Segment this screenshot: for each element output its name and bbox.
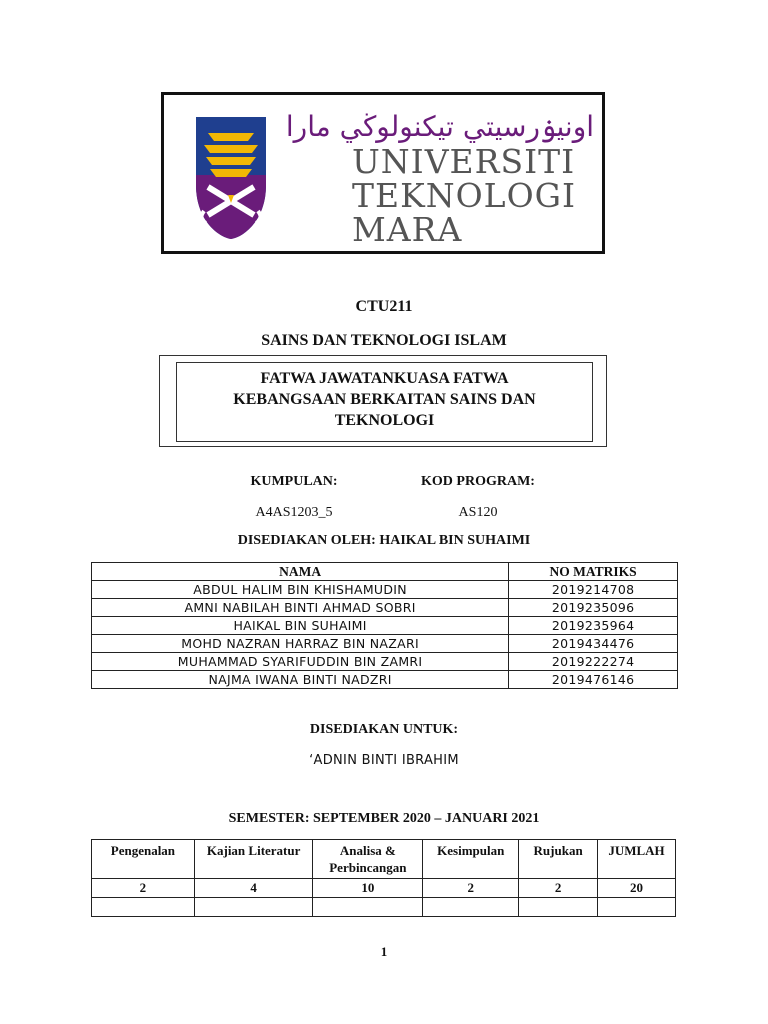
member-matric: 2019222274 [509, 653, 678, 671]
university-logo [161, 92, 605, 254]
title-line-1: FATWA JAWATANKUASA FATWA [260, 370, 509, 387]
marks-values-row [92, 879, 676, 898]
marks-table [91, 839, 676, 917]
header-no-matriks: NO MATRIKS [509, 563, 678, 581]
logo-jawi-text: اونيۏرسيتي تيكنولوڬي مارا [285, 110, 594, 143]
member-name: MUHAMMAD SYARIFUDDIN BIN ZAMRI [92, 653, 509, 671]
table-row [92, 581, 678, 599]
page-number: 1 [380, 944, 388, 959]
member-matric: 2019214708 [509, 581, 678, 599]
mark-kesimpulan: 2 [423, 879, 519, 898]
member-name: HAIKAL BIN SUHAIMI [92, 617, 509, 635]
assignment-title [176, 368, 593, 431]
prepared-by: DISEDIAKAN OLEH: HAIKAL BIN SUHAIMI [237, 533, 531, 548]
prepared-for-name: ‘ADNIN BINTI IBRAHIM [309, 753, 459, 768]
member-matric: 2019235096 [509, 599, 678, 617]
title-line-3: TEKNOLOGI [334, 412, 435, 429]
logo-line-3: MARA [352, 210, 463, 249]
member-name: AMNI NABILAH BINTI AHMAD SOBRI [92, 599, 509, 617]
course-name: SAINS DAN TEKNOLOGI ISLAM [261, 332, 507, 349]
empty-cell [423, 898, 519, 917]
title-line-2: KEBANGSAAN BERKAITAN SAINS DAN [233, 391, 536, 408]
member-matric: 2019434476 [509, 635, 678, 653]
member-name: ABDUL HALIM BIN KHISHAMUDIN [92, 581, 509, 599]
member-name: MOHD NAZRAN HARRAZ BIN NAZARI [92, 635, 509, 653]
member-name: NAJMA IWANA BINTI NADZRI [92, 671, 509, 689]
kumpulan-value: A4AS1203_5 [255, 505, 333, 520]
empty-cell [313, 898, 423, 917]
kumpulan-label: KUMPULAN: [250, 474, 338, 489]
kod-program-label: KOD PROGRAM: [421, 474, 535, 489]
mark-rujukan: 2 [519, 879, 598, 898]
course-code: CTU211 [355, 298, 413, 315]
prepared-for-label: DISEDIAKAN UNTUK: [309, 722, 459, 737]
logo-line-1: UNIVERSITI [352, 142, 576, 181]
marks-header-row [92, 840, 676, 879]
header-jumlah: JUMLAH [598, 840, 676, 879]
semester: SEMESTER: SEPTEMBER 2020 – JANUARI 2021 [228, 811, 540, 826]
mark-analisa: 10 [313, 879, 423, 898]
table-row [92, 671, 678, 689]
table-row [92, 617, 678, 635]
mark-pengenalan: 2 [92, 879, 195, 898]
marks-empty-row [92, 898, 676, 917]
header-rujukan: Rujukan [519, 840, 598, 879]
header-kesimpulan: Kesimpulan [423, 840, 519, 879]
kod-program-value: AS120 [458, 505, 498, 520]
members-table [91, 562, 678, 689]
table-row [92, 599, 678, 617]
table-row [92, 653, 678, 671]
empty-cell [194, 898, 313, 917]
logo-line-2: TEKNOLOGI [352, 176, 577, 215]
member-matric: 2019476146 [509, 671, 678, 689]
table-row [92, 635, 678, 653]
member-matric: 2019235964 [509, 617, 678, 635]
utm-crest-icon [194, 115, 268, 240]
mark-jumlah: 20 [598, 879, 676, 898]
header-kajian-literatur: Kajian Literatur [194, 840, 313, 879]
members-header-row [92, 563, 678, 581]
header-pengenalan: Pengenalan [92, 840, 195, 879]
header-analisa: Analisa & Perbincangan [313, 840, 423, 879]
header-nama: NAMA [92, 563, 509, 581]
mark-kajian-literatur: 4 [194, 879, 313, 898]
empty-cell [598, 898, 676, 917]
empty-cell [519, 898, 598, 917]
empty-cell [92, 898, 195, 917]
